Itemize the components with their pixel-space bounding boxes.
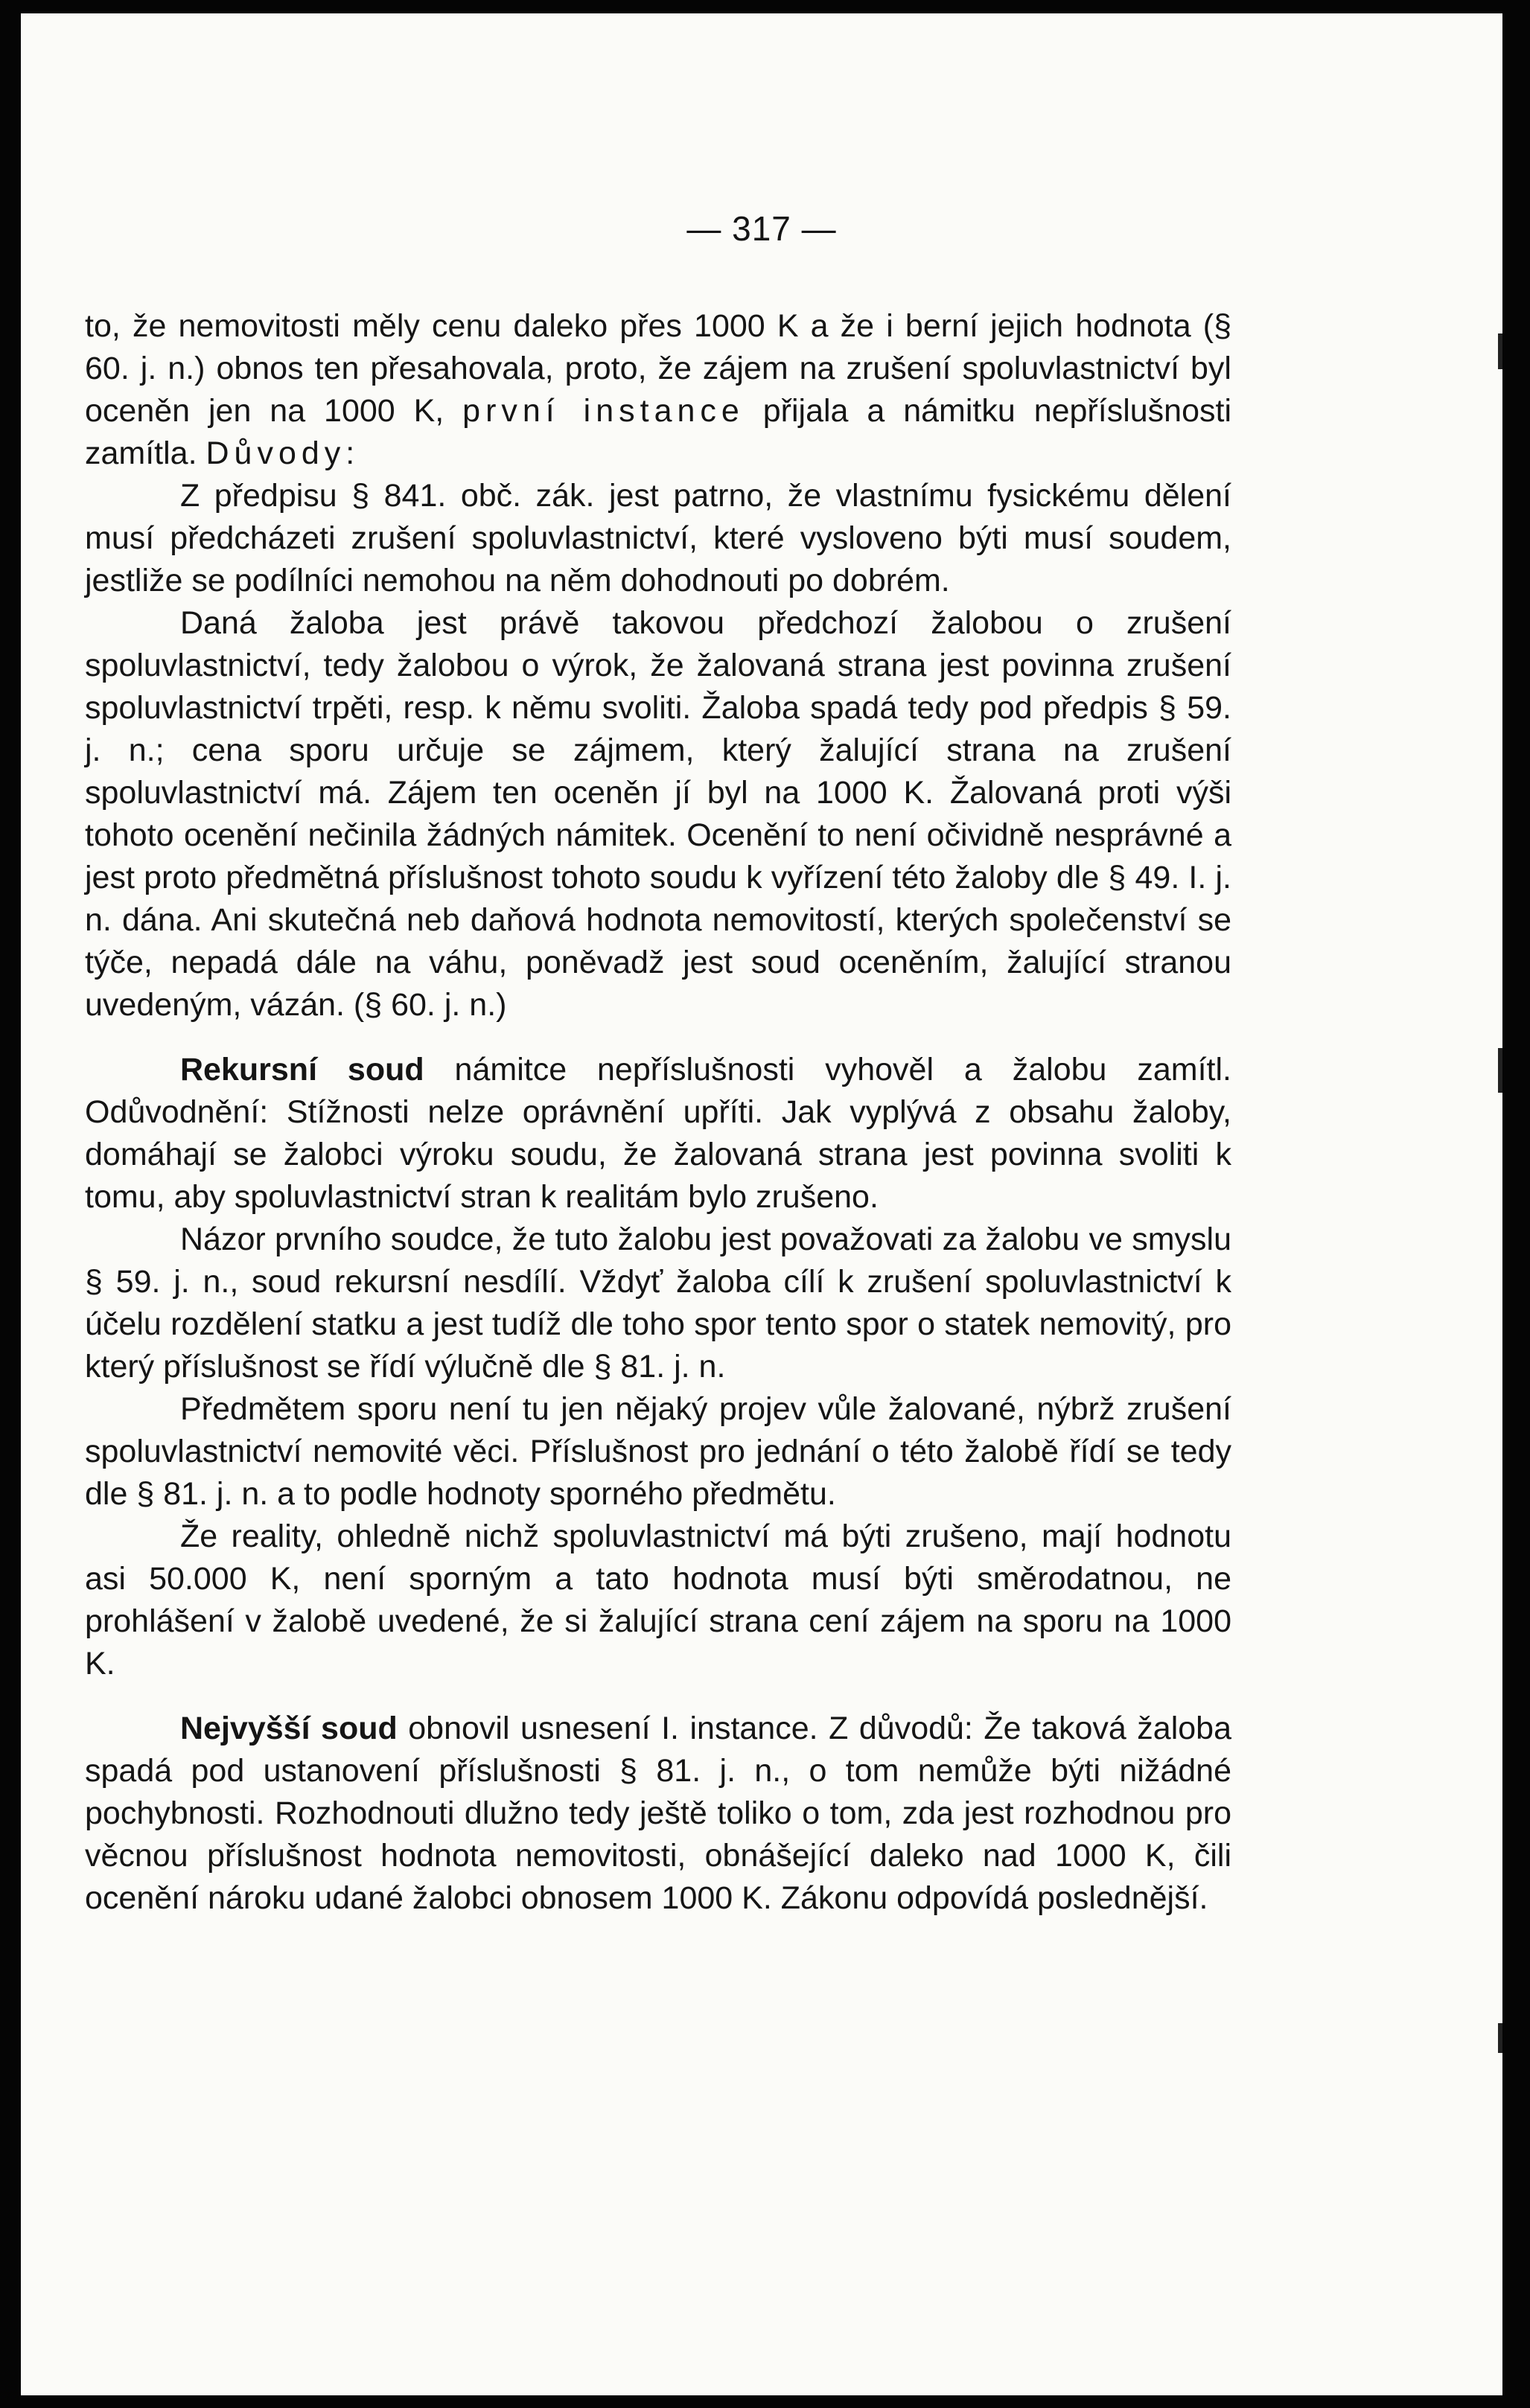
page-edge-mark: [1498, 2023, 1502, 2053]
text-segment: Názor prvního soudce, že tuto žalobu jest považovati za žalobu ve smyslu § 59. j. n., soud rekursní nesdílí. Vždyť žaloba cílí k zrušení spoluvlastnictví k účelu rozdělení statku a jest tudíž dle toho spor tento spor o statek nemovitý, pro který příslušnost se řídí výlučně dle § 81. j. n.: [85, 1221, 1231, 1385]
paragraph: [85, 305, 1231, 475]
text-segment: Že reality, ohledně nichž spoluvlastnictví má býti zrušeno, mají hodnotu asi 50.000 K, není sporným a tato hodnota musí býti směrodatnou, ne prohlášení v žalobě uvedené, že si žalující strana cení zájem na sporu na 1000 K.: [85, 1518, 1231, 1682]
text-bold: Nejvyšší soud: [180, 1711, 398, 1746]
page-number: — 317 —: [686, 209, 837, 248]
page-edge-mark: [1498, 333, 1502, 369]
text-bold: Rekursní soud: [180, 1052, 424, 1088]
text-segment: to, že nemovitosti měly cenu daleko přes 1000 K a že i berní jejich hodnota (§ 60. j. n.) obnos ten přesahovala, proto, že zájem na zrušení spoluvlastnictví byl oceněn jen na 1000 K,: [85, 308, 1231, 429]
text-spaced: první instance: [462, 393, 745, 429]
text-segment: obnovil usnesení I. instance. Z důvodů: Že taková žaloba spadá pod ustanovení příslušnosti § 81. j. n., o tom nemůže býti nižádné pochybnosti. Rozhodnouti dlužno tedy ještě toliko o tom, zda jest rozhodnou pro věcnou příslušnost hodnota nemovitosti, obnášející daleko nad 1000 K, čili ocenění nároku udané žalobci obnosem 1000 K. Zákonu odpovídá poslednější.: [85, 1711, 1231, 1916]
body-text: [85, 305, 1231, 1920]
paragraph: [85, 1516, 1231, 1685]
text-segment: přijala a námitku nepříslušnosti zamítla.: [85, 393, 1231, 471]
text-segment: :: [345, 435, 355, 471]
paragraph: [85, 1388, 1231, 1516]
paragraph: [85, 1049, 1231, 1219]
book-page: [21, 13, 1502, 2395]
paragraph: [85, 1708, 1231, 1920]
text-segment: námitce nepříslušnosti vyhověl a žalobu zamítl. Odůvodnění: Stížnosti nelze oprávnění upříti. Jak vyplývá z obsahu žaloby, domáhají se žalobci výroku soudu, že žalovaná strana jest povinna svoliti k tomu, aby spoluvlastnictví stran k realitám bylo zrušeno.: [85, 1052, 1232, 1215]
page-edge-mark: [1498, 1048, 1502, 1093]
paragraph: [85, 602, 1231, 1026]
text-segment: Z předpisu § 841. obč. zák. jest patrno, že vlastnímu fysickému dělení musí předcházeti zrušení spoluvlastnictví, které vysloveno býti musí soudem, jestliže se podílníci nemohou na něm dohodnouti po dobrém.: [85, 478, 1231, 598]
text-segment: Předmětem sporu není tu jen nějaký projev vůle žalované, nýbrž zrušení spoluvlastnictví nemovité věci. Příslušnost pro jednání o této žalobě řídí se tedy dle § 81. j. n. a to podle hodnoty sporného předmětu.: [85, 1391, 1231, 1512]
paragraph: [85, 475, 1231, 602]
paragraph: [85, 1219, 1231, 1388]
text-segment: Daná žaloba jest právě takovou předchozí žalobou o zrušení spoluvlastnictví, tedy žalobou o výrok, že žalovaná strana jest povinna zrušení spoluvlastnictví trpěti, resp. k němu svoliti. Žaloba spadá tedy pod předpis § 59. j. n.; cena sporu určuje se zájmem, který žalující strana na zrušení spoluvlastnictví má. Zájem ten oceněn jí byl na 1000 K. Žalovaná proti výši tohoto ocenění nečinila žádných námitek. Ocenění to není očividně nesprávné a jest proto předmětná příslušnost tohoto soudu k vyřízení této žaloby dle § 49. I. j. n. dána. Ani skutečná neb daňová hodnota nemovitostí, kterých společenství se týče, nepadá dále na váhu, poněvadž jest soud oceněním, žalující stranou uvedeným, vázán. (§ 60. j. n.): [85, 605, 1231, 1023]
text-spaced: Důvody: [205, 435, 346, 471]
